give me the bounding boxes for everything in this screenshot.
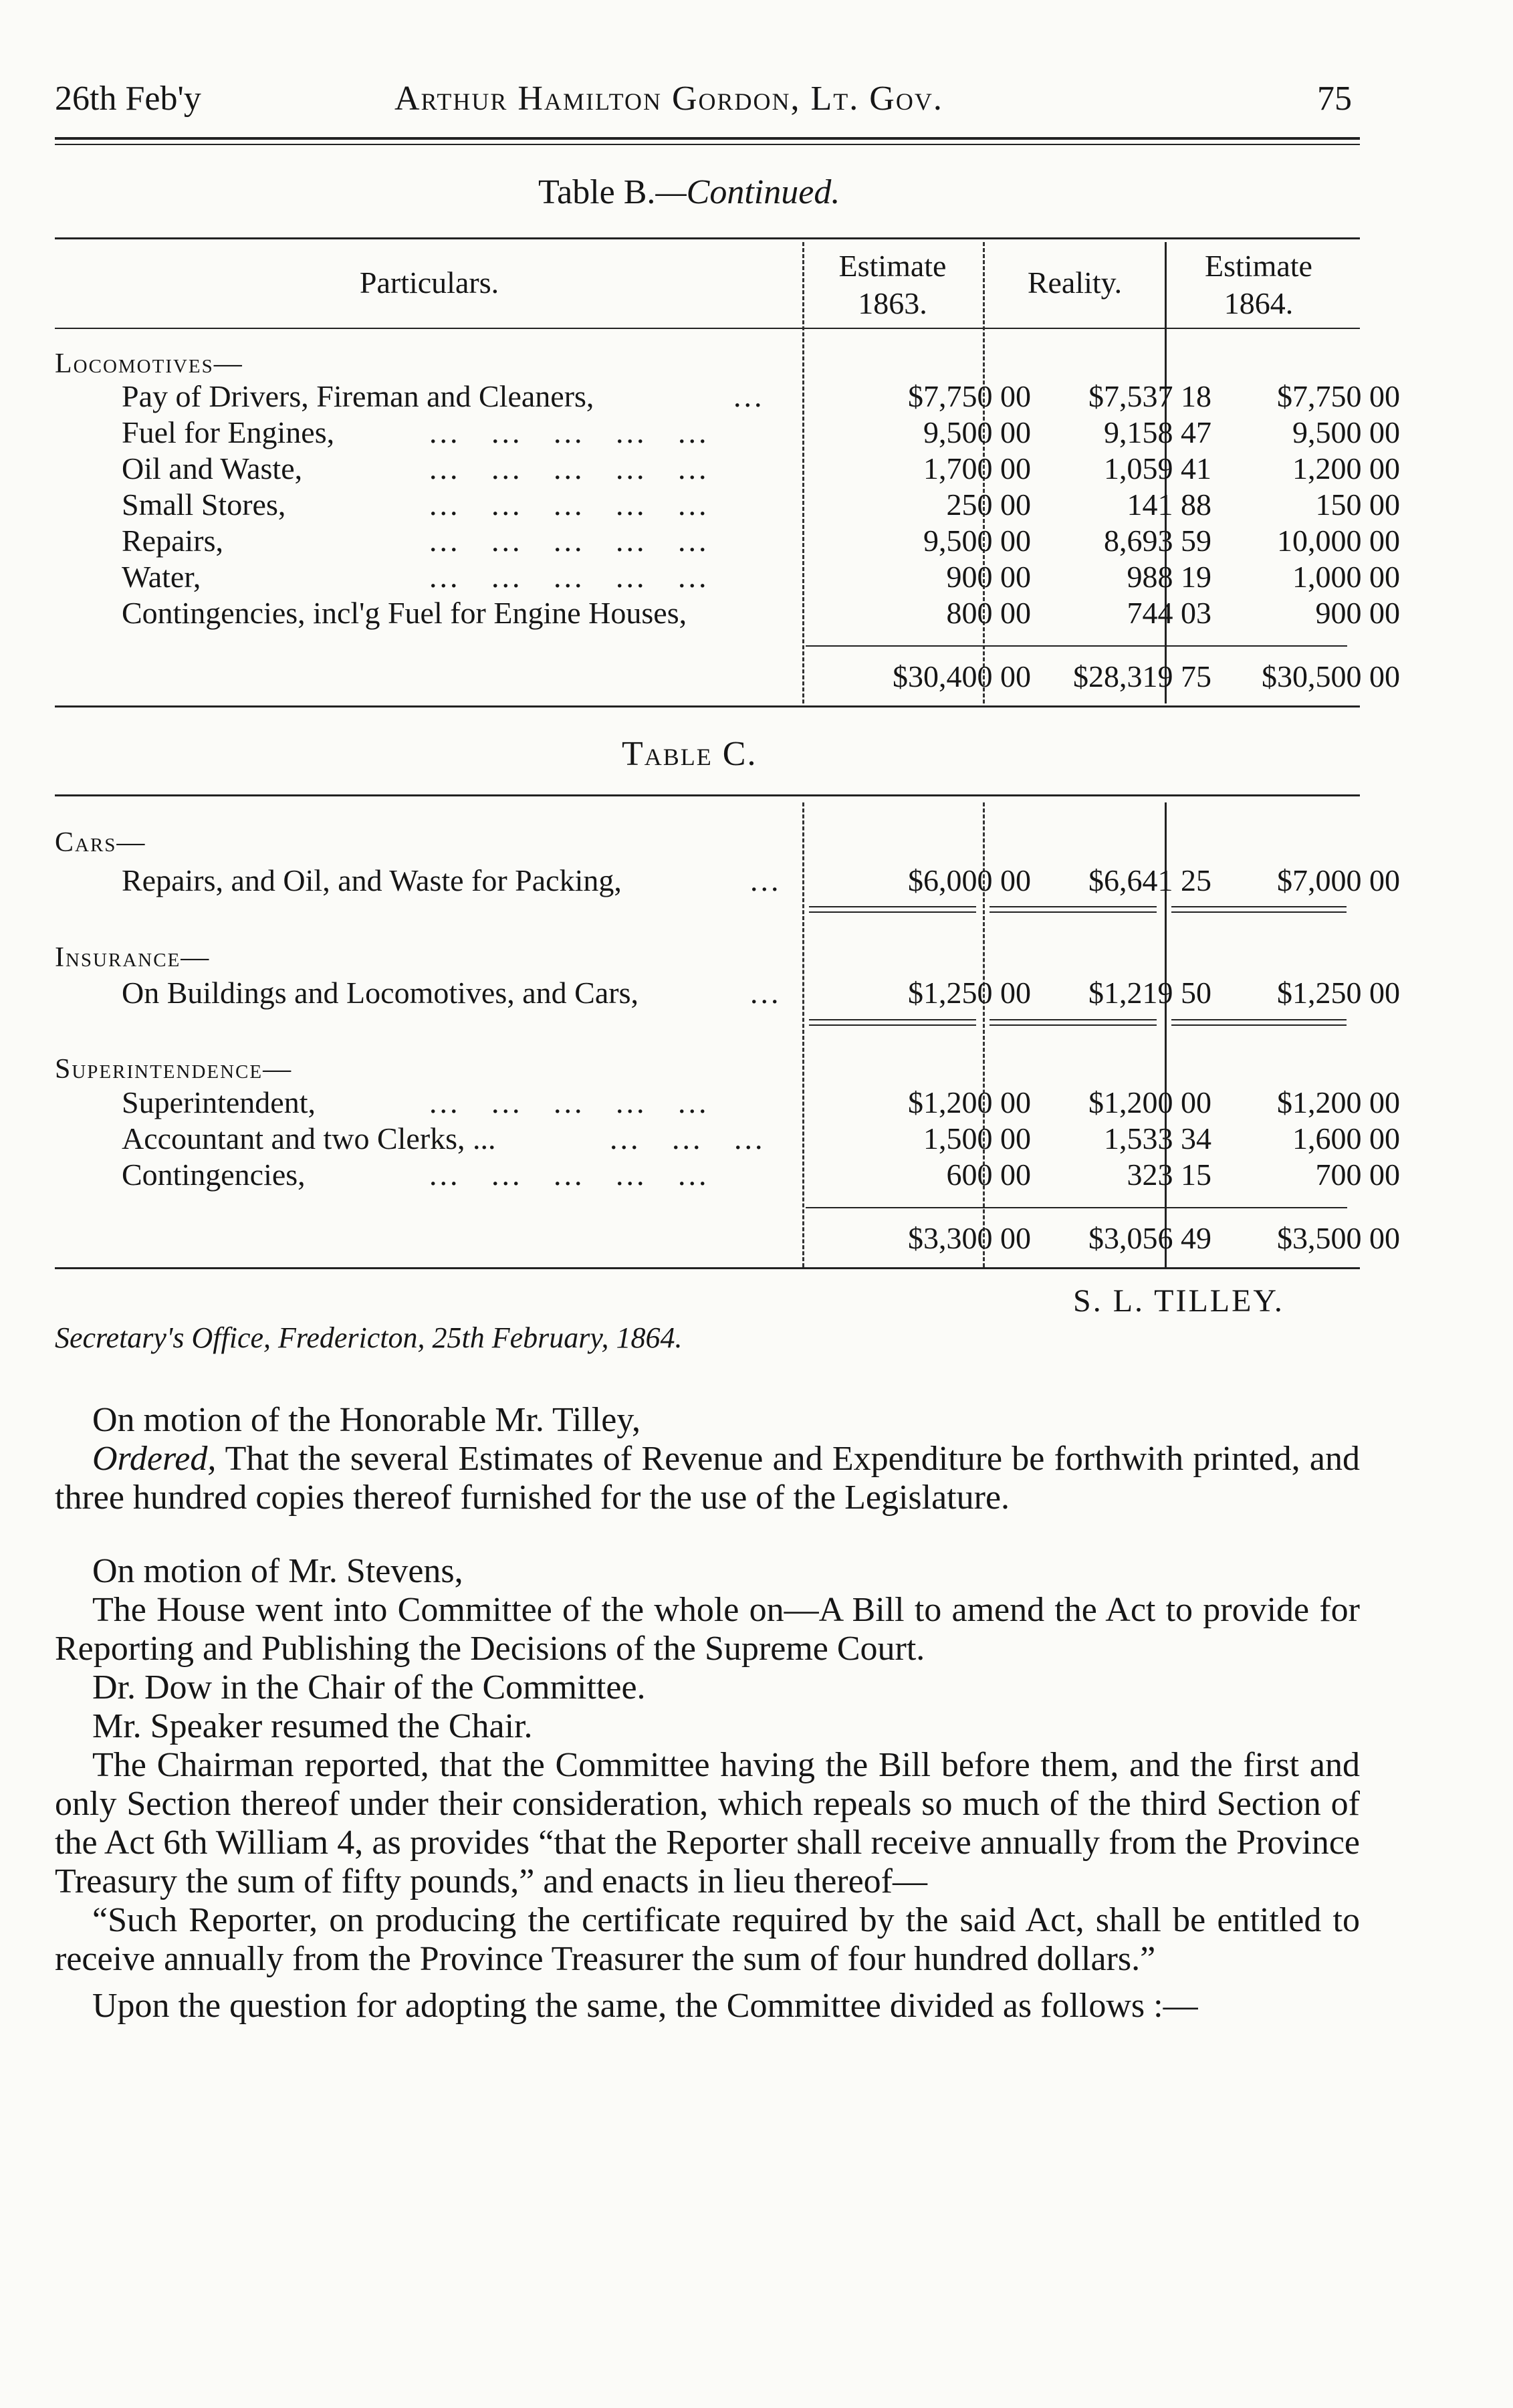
table-row [55,487,1400,524]
insurance-total-underline-3 [1171,1019,1347,1026]
cell-est1864: 10,000 00 [1277,524,1400,558]
cars-total-underline-1 [809,906,976,913]
speaker-paragraph: Mr. Speaker resumed the Chair. [92,1707,533,1745]
cell-reality: 988 19 [1127,560,1211,594]
cell-reality: $7,537 18 [1088,379,1211,413]
col-estimate-1863 [806,247,979,322]
cell-est1863: 250 00 [946,487,1031,522]
col-estimate-1863-line2: 1863. [858,286,927,320]
cell-reality: 1,059 41 [1104,451,1211,485]
section-locomotives: Locomotives— [55,348,243,379]
cell-est1863: $6,000 00 [908,863,1031,897]
cell-est1864: $7,750 00 [1277,379,1400,413]
table-row [55,1085,1400,1122]
row-leader-dots: ... ... ... ... ... [429,560,709,594]
table-b-caption-main: Table B. [538,173,656,211]
ordered-paragraph [55,1440,1360,1517]
table-row [55,559,1400,596]
signature: S. L. TILLEY. [1073,1283,1284,1319]
row-leader-dots: ... ... ... ... ... [429,524,709,558]
table-b-total-row [55,659,1400,696]
table-row [55,863,1400,900]
cell-est1863: 600 00 [946,1158,1031,1192]
total-reality: $28,319 75 [1073,659,1211,693]
superintendence-subtotal-rule [806,1207,1347,1208]
cell-reality: 9,158 47 [1104,415,1211,449]
cell-est1863: 1,700 00 [923,451,1031,485]
cell-reality: $1,219 50 [1088,976,1211,1010]
table-b-top-rule [55,237,1360,239]
row-label: Fuel for Engines, [122,415,335,449]
body-text [55,1401,1360,2026]
total-est1864: $30,500 00 [1262,659,1400,693]
row-label: Contingencies, incl'g Fuel for Engine Houses, [122,596,687,630]
row-label: Superintendent, [122,1085,316,1119]
cell-est1863: 9,500 00 [923,524,1031,558]
cell-est1864: 900 00 [1315,596,1400,630]
row-leader-dots: ... [750,976,782,1010]
cell-est1864: $1,200 00 [1277,1085,1400,1119]
cell-est1864: $1,250 00 [1277,976,1400,1010]
table-b-caption [538,173,840,212]
committee-paragraph: The House went into Committee of the whole on—A Bill to amend the Act to provide for Reporting and Publishing the Decisions of the Supreme Court. [55,1591,1360,1668]
office-line: Secretary's Office, Fredericton, 25th February, 1864. [55,1321,683,1354]
cell-reality: 8,693 59 [1104,524,1211,558]
cell-reality: 1,533 34 [1104,1121,1211,1156]
insurance-total-underline-1 [809,1019,976,1026]
col-estimate-1864 [1167,247,1351,322]
cars-total-underline-2 [990,906,1157,913]
col-reality: Reality. [1027,265,1123,300]
table-row [55,1157,1400,1194]
total-est1863: $3,300 00 [908,1221,1031,1255]
ordered-label: Ordered, [92,1440,217,1478]
col-estimate-1863-line1: Estimate [838,249,947,283]
cell-reality: $6,641 25 [1088,863,1211,897]
cell-est1863: 9,500 00 [923,415,1031,449]
col-estimate-1864-line1: Estimate [1205,249,1312,283]
cell-est1864: 1,600 00 [1292,1121,1400,1156]
header-rule-bottom [55,144,1360,145]
cell-est1863: 900 00 [946,560,1031,594]
row-label: Contingencies, [122,1158,306,1192]
row-label: Oil and Waste, [122,451,303,485]
table-row [55,451,1400,488]
row-label: Repairs, [122,524,224,558]
table-b-caption-continued: —Continued. [655,173,840,211]
cell-est1864: 9,500 00 [1292,415,1400,449]
row-label: Water, [122,560,201,594]
row-label: Accountant and two Clerks, ... [122,1121,496,1156]
insurance-total-underline-2 [990,1019,1157,1026]
reporter-quote-paragraph: “Such Reporter, on producing the certificate required by the said Act, shall be entitled to receive annually from the Province Treasurer the sum of four hundred dollars.” [55,1901,1360,1978]
section-superintendence: Superintendence— [55,1054,293,1085]
row-label: On Buildings and Locomotives, and Cars, [122,976,638,1010]
cell-reality: 141 88 [1127,487,1211,522]
row-leader-dots: ... ... ... ... ... [429,415,709,449]
table-c-caption: Table C. [622,735,758,773]
table-c-bottom-rule [55,1267,1360,1269]
table-row [55,415,1400,452]
ordered-text: That the several Estimates of Revenue and Expenditure be forthwith printed, and three hundred copies thereof furnished for the use of the Legislature. [55,1440,1360,1517]
cell-est1863: 800 00 [946,596,1031,630]
row-label: Pay of Drivers, Fireman and Cleaners, [122,379,594,413]
cell-est1863: $7,750 00 [908,379,1031,413]
section-insurance: Insurance— [55,942,211,973]
table-b-subtotal-rule [806,645,1347,647]
cell-est1864: 1,000 00 [1292,560,1400,594]
table-row [55,1121,1400,1158]
table-row [55,378,1400,416]
row-label: Repairs, and Oil, and Waste for Packing, [122,863,622,897]
col-estimate-1864-line2: 1864. [1224,286,1294,320]
table-c-top-rule [55,794,1360,796]
total-est1863: $30,400 00 [893,659,1031,693]
row-leader-dots: ... ... ... ... ... [429,1158,709,1192]
page-number: 75 [1317,80,1352,118]
motion-tilley: On motion of the Honorable Mr. Tilley, [92,1401,641,1439]
row-label: Small Stores, [122,487,286,522]
cell-reality: 323 15 [1127,1158,1211,1192]
chair-paragraph: Dr. Dow in the Chair of the Committee. [92,1668,646,1707]
superintendence-total-row [55,1220,1400,1258]
table-row [55,975,1400,1012]
cell-est1864: 1,200 00 [1292,451,1400,485]
section-cars: Cars— [55,827,146,858]
motion-stevens: On motion of Mr. Stevens, [92,1552,463,1590]
cell-est1864: 700 00 [1315,1158,1400,1192]
running-date: 26th Feb'y [55,80,201,118]
table-row [55,523,1400,560]
row-leader-dots: ... ... ... [610,1121,766,1156]
cell-est1863: $1,250 00 [908,976,1031,1010]
running-title: Arthur Hamilton Gordon, Lt. Gov. [394,80,943,118]
cell-est1864: 150 00 [1315,487,1400,522]
question-paragraph: Upon the question for adopting the same, the Committee divided as follows :— [92,1987,1198,2025]
row-leader-dots: ... ... ... ... ... [429,451,709,485]
cell-est1863: $1,200 00 [908,1085,1031,1119]
cell-reality: $1,200 00 [1088,1085,1211,1119]
cars-total-underline-3 [1171,906,1347,913]
cell-reality: 744 03 [1127,596,1211,630]
row-leader-dots: ... ... ... ... ... [429,487,709,522]
total-est1864: $3,500 00 [1277,1221,1400,1255]
total-reality: $3,056 49 [1088,1221,1211,1255]
row-leader-dots: ... [750,863,782,897]
chairman-report-paragraph: The Chairman reported, that the Committee having the Bill before them, and the first and only Section thereof under their consideration, which repeals so much of the third Section of the Act 6th William 4, as provides “that the Reporter shall receive annually from the Province Treasury the sum of fifty pounds,” and enacts in lieu thereof— [55,1746,1360,1900]
table-row [55,595,1400,633]
header-rule-top [55,137,1360,140]
table-b-bottom-rule [55,705,1360,707]
row-leader-dots: ... [733,379,765,413]
row-leader-dots: ... ... ... ... ... [429,1085,709,1119]
cell-est1864: $7,000 00 [1277,863,1400,897]
cell-est1863: 1,500 00 [923,1121,1031,1156]
col-particulars: Particulars. [359,265,499,300]
